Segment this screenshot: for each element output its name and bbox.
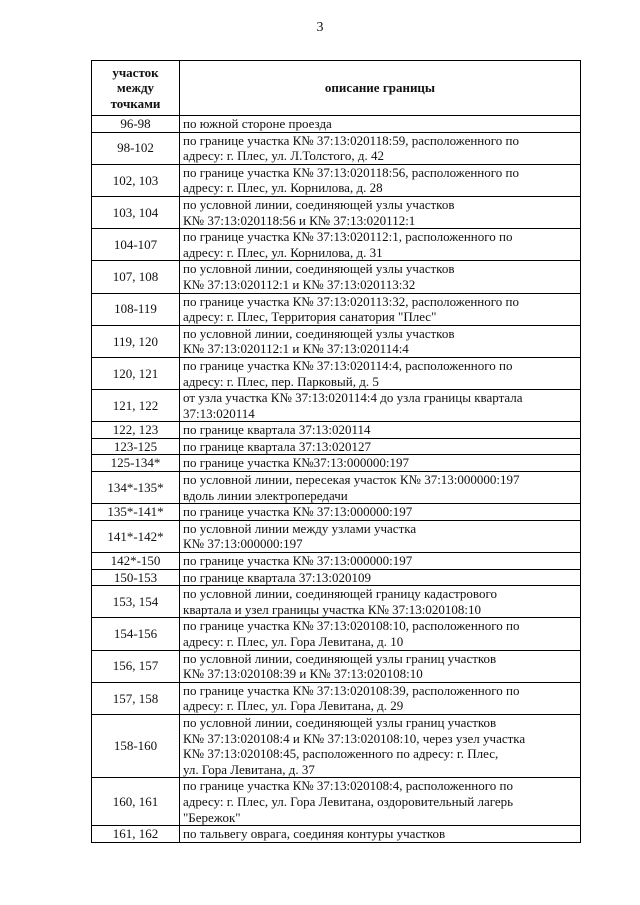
table-row xyxy=(92,472,581,504)
description-line: К№ 37:13:020108:39 и К№ 37:13:020108:10 xyxy=(183,666,423,682)
description-cell xyxy=(180,455,581,472)
table-row xyxy=(92,196,581,228)
description-line: адресу: г. Плес, пер. Парковый, д. 5 xyxy=(183,373,379,389)
description-line: по условной линии, пересекая участок К№ 37:13:000000:197 xyxy=(183,472,520,488)
description-cell xyxy=(180,422,581,439)
table-row xyxy=(92,325,581,357)
description-line: по границе участка К№ 37:13:000000:197 xyxy=(183,553,413,569)
description-line: 37:13:020114 xyxy=(183,405,255,421)
segment-cell: 135*-141* xyxy=(92,504,180,521)
table-row xyxy=(92,714,581,777)
description-cell xyxy=(180,390,581,422)
table-row xyxy=(92,229,581,261)
description-line: по границе участка К№ 37:13:020108:4, расположенного по xyxy=(183,778,513,794)
table-body xyxy=(92,116,581,843)
table-row xyxy=(92,682,581,714)
description-line: "Бережок" xyxy=(183,809,241,825)
description-line: адресу: г. Плес, ул. Гора Левитана, д. 10 xyxy=(183,634,404,649)
description-line: по границе участка К№ 37:13:020118:59, расположенного по xyxy=(183,132,519,148)
description-line: адресу: г. Плес, ул. Корнилова, д. 31 xyxy=(183,244,383,260)
description-line: по условной линии, соединяющей узлы границ участков xyxy=(183,650,497,666)
table-row xyxy=(92,422,581,439)
description-cell xyxy=(180,325,581,357)
description-cell xyxy=(180,778,581,826)
description-line: по условной линии, соединяющей узлы участков xyxy=(183,196,455,212)
page-number: 3 xyxy=(316,20,324,35)
description-cell xyxy=(180,569,581,586)
table-row xyxy=(92,438,581,455)
header-line: точками xyxy=(110,95,161,111)
description-line: адресу: г. Плес, ул. Л.Толстого, д. 42 xyxy=(183,148,385,164)
description-line: по условной линии, соединяющей узлы участков xyxy=(183,325,455,341)
description-cell xyxy=(180,714,581,777)
segment-cell: 161, 162 xyxy=(92,826,180,843)
description-cell xyxy=(180,357,581,389)
description-line: по условной линии, соединяющей границу кадастрового xyxy=(183,586,497,602)
segment-cell: 98-102 xyxy=(92,132,180,164)
table-row xyxy=(92,826,581,843)
description-line: К№ 37:13:020112:1 и К№ 37:13:020113:32 xyxy=(183,276,416,292)
segment-cell: 125-134* xyxy=(92,455,180,472)
segment-cell: 121, 122 xyxy=(92,390,180,422)
header-line: между xyxy=(116,80,155,96)
table-row xyxy=(92,293,581,325)
description-line: по границе участка К№ 37:13:020114:4, расположенного по xyxy=(183,357,513,373)
description-line: К№ 37:13:020108:45, расположенного по адресу: г. Плес, xyxy=(183,746,499,762)
table-row xyxy=(92,132,581,164)
segment-cell: 154-156 xyxy=(92,618,180,650)
segment-cell: 134*-135* xyxy=(92,472,180,504)
header-line: участок xyxy=(112,64,159,80)
segment-cell: 157, 158 xyxy=(92,682,180,714)
segment-cell: 156, 157 xyxy=(92,650,180,682)
segment-cell: 119, 120 xyxy=(92,325,180,357)
description-cell xyxy=(180,438,581,455)
segment-cell: 122, 123 xyxy=(92,422,180,439)
segment-cell: 108-119 xyxy=(92,293,180,325)
description-cell xyxy=(180,682,581,714)
table-row xyxy=(92,357,581,389)
description-line: ул. Гора Левитана, д. 37 xyxy=(183,761,315,777)
segment-cell: 160, 161 xyxy=(92,778,180,826)
description-cell xyxy=(180,293,581,325)
table-header-row xyxy=(92,61,581,116)
segment-cell: 142*-150 xyxy=(92,553,180,570)
segment-cell: 123-125 xyxy=(92,438,180,455)
description-line: К№ 37:13:020112:1 и К№ 37:13:020114:4 xyxy=(183,341,409,357)
description-cell xyxy=(180,553,581,570)
description-cell xyxy=(180,826,581,843)
description-line: по условной линии, соединяющей узлы границ участков xyxy=(183,714,497,730)
table-row xyxy=(92,586,581,618)
description-cell xyxy=(180,586,581,618)
description-line: по границе участка К№37:13:000000:197 xyxy=(183,455,410,471)
description-line: адресу: г. Плес, ул. Корнилова, д. 28 xyxy=(183,180,383,196)
description-line: адресу: г. Плес, Территория санатория "Плес" xyxy=(183,309,437,325)
description-line: от узла участка К№ 37:13:020114:4 до узла границы квартала xyxy=(183,390,523,406)
description-line: по границе участка К№ 37:13:020113:32, расположенного по xyxy=(183,293,519,309)
description-line: по границе участка К№ 37:13:020108:10, расположенного по xyxy=(183,618,520,634)
description-line: адресу: г. Плес, ул. Гора Левитана, д. 29 xyxy=(183,698,404,714)
description-line: по границе участка К№ 37:13:000000:197 xyxy=(183,504,413,520)
description-line: квартала и узел границы участка К№ 37:13:020108:10 xyxy=(183,601,481,617)
segment-cell: 158-160 xyxy=(92,714,180,777)
description-cell xyxy=(180,261,581,293)
table-row xyxy=(92,116,581,133)
description-cell xyxy=(180,229,581,261)
table-row xyxy=(92,569,581,586)
segment-cell: 104-107 xyxy=(92,229,180,261)
segment-cell: 141*-142* xyxy=(92,520,180,552)
table-row xyxy=(92,390,581,422)
description-line: по тальвегу оврага, соединяя контуры участков xyxy=(183,826,446,842)
table-row xyxy=(92,553,581,570)
description-line: К№ 37:13:000000:197 xyxy=(183,536,303,552)
description-cell xyxy=(180,618,581,650)
segment-cell: 153, 154 xyxy=(92,586,180,618)
segment-cell: 103, 104 xyxy=(92,196,180,228)
description-line: вдоль линии электропередачи xyxy=(183,487,348,503)
table-row xyxy=(92,164,581,196)
description-cell xyxy=(180,196,581,228)
description-line: по границе квартала 37:13:020127 xyxy=(183,438,372,454)
description-line: К№ 37:13:020118:56 и К№ 37:13:020112:1 xyxy=(183,212,416,228)
table-row xyxy=(92,261,581,293)
segment-column-header xyxy=(92,61,180,116)
description-line: по границе участка К№ 37:13:020118:56, расположенного по xyxy=(183,164,519,180)
table-row xyxy=(92,455,581,472)
description-line: по границе участка К№ 37:13:020112:1, расположенного по xyxy=(183,229,513,245)
description-line: по границе участка К№ 37:13:020108:39, расположенного по xyxy=(183,682,520,698)
description-line: адресу: г. Плес, ул. Гора Левитана, оздоровительный лагерь xyxy=(183,793,514,809)
segment-cell: 120, 121 xyxy=(92,357,180,389)
description-column-header: описание границы xyxy=(180,61,581,116)
description-line: по границе квартала 37:13:020114 xyxy=(183,422,371,438)
segment-cell: 96-98 xyxy=(92,116,180,133)
table-row xyxy=(92,618,581,650)
description-line: К№ 37:13:020108:4 и К№ 37:13:020108:10, через узел участка xyxy=(183,730,526,746)
boundary-table xyxy=(91,60,581,843)
description-cell xyxy=(180,504,581,521)
table-row xyxy=(92,520,581,552)
segment-cell: 102, 103 xyxy=(92,164,180,196)
description-line: по границе квартала 37:13:020109 xyxy=(183,569,372,585)
segment-cell: 150-153 xyxy=(92,569,180,586)
table-row xyxy=(92,650,581,682)
description-line: по условной линии между узлами участка xyxy=(183,520,417,536)
table-row xyxy=(92,778,581,826)
description-cell xyxy=(180,650,581,682)
description-cell xyxy=(180,472,581,504)
table-row xyxy=(92,504,581,521)
description-cell xyxy=(180,164,581,196)
description-cell xyxy=(180,132,581,164)
segment-cell: 107, 108 xyxy=(92,261,180,293)
description-line: по южной стороне проезда xyxy=(183,116,332,131)
description-cell xyxy=(180,520,581,552)
description-line: по условной линии, соединяющей узлы участков xyxy=(183,261,455,277)
description-cell xyxy=(180,116,581,133)
